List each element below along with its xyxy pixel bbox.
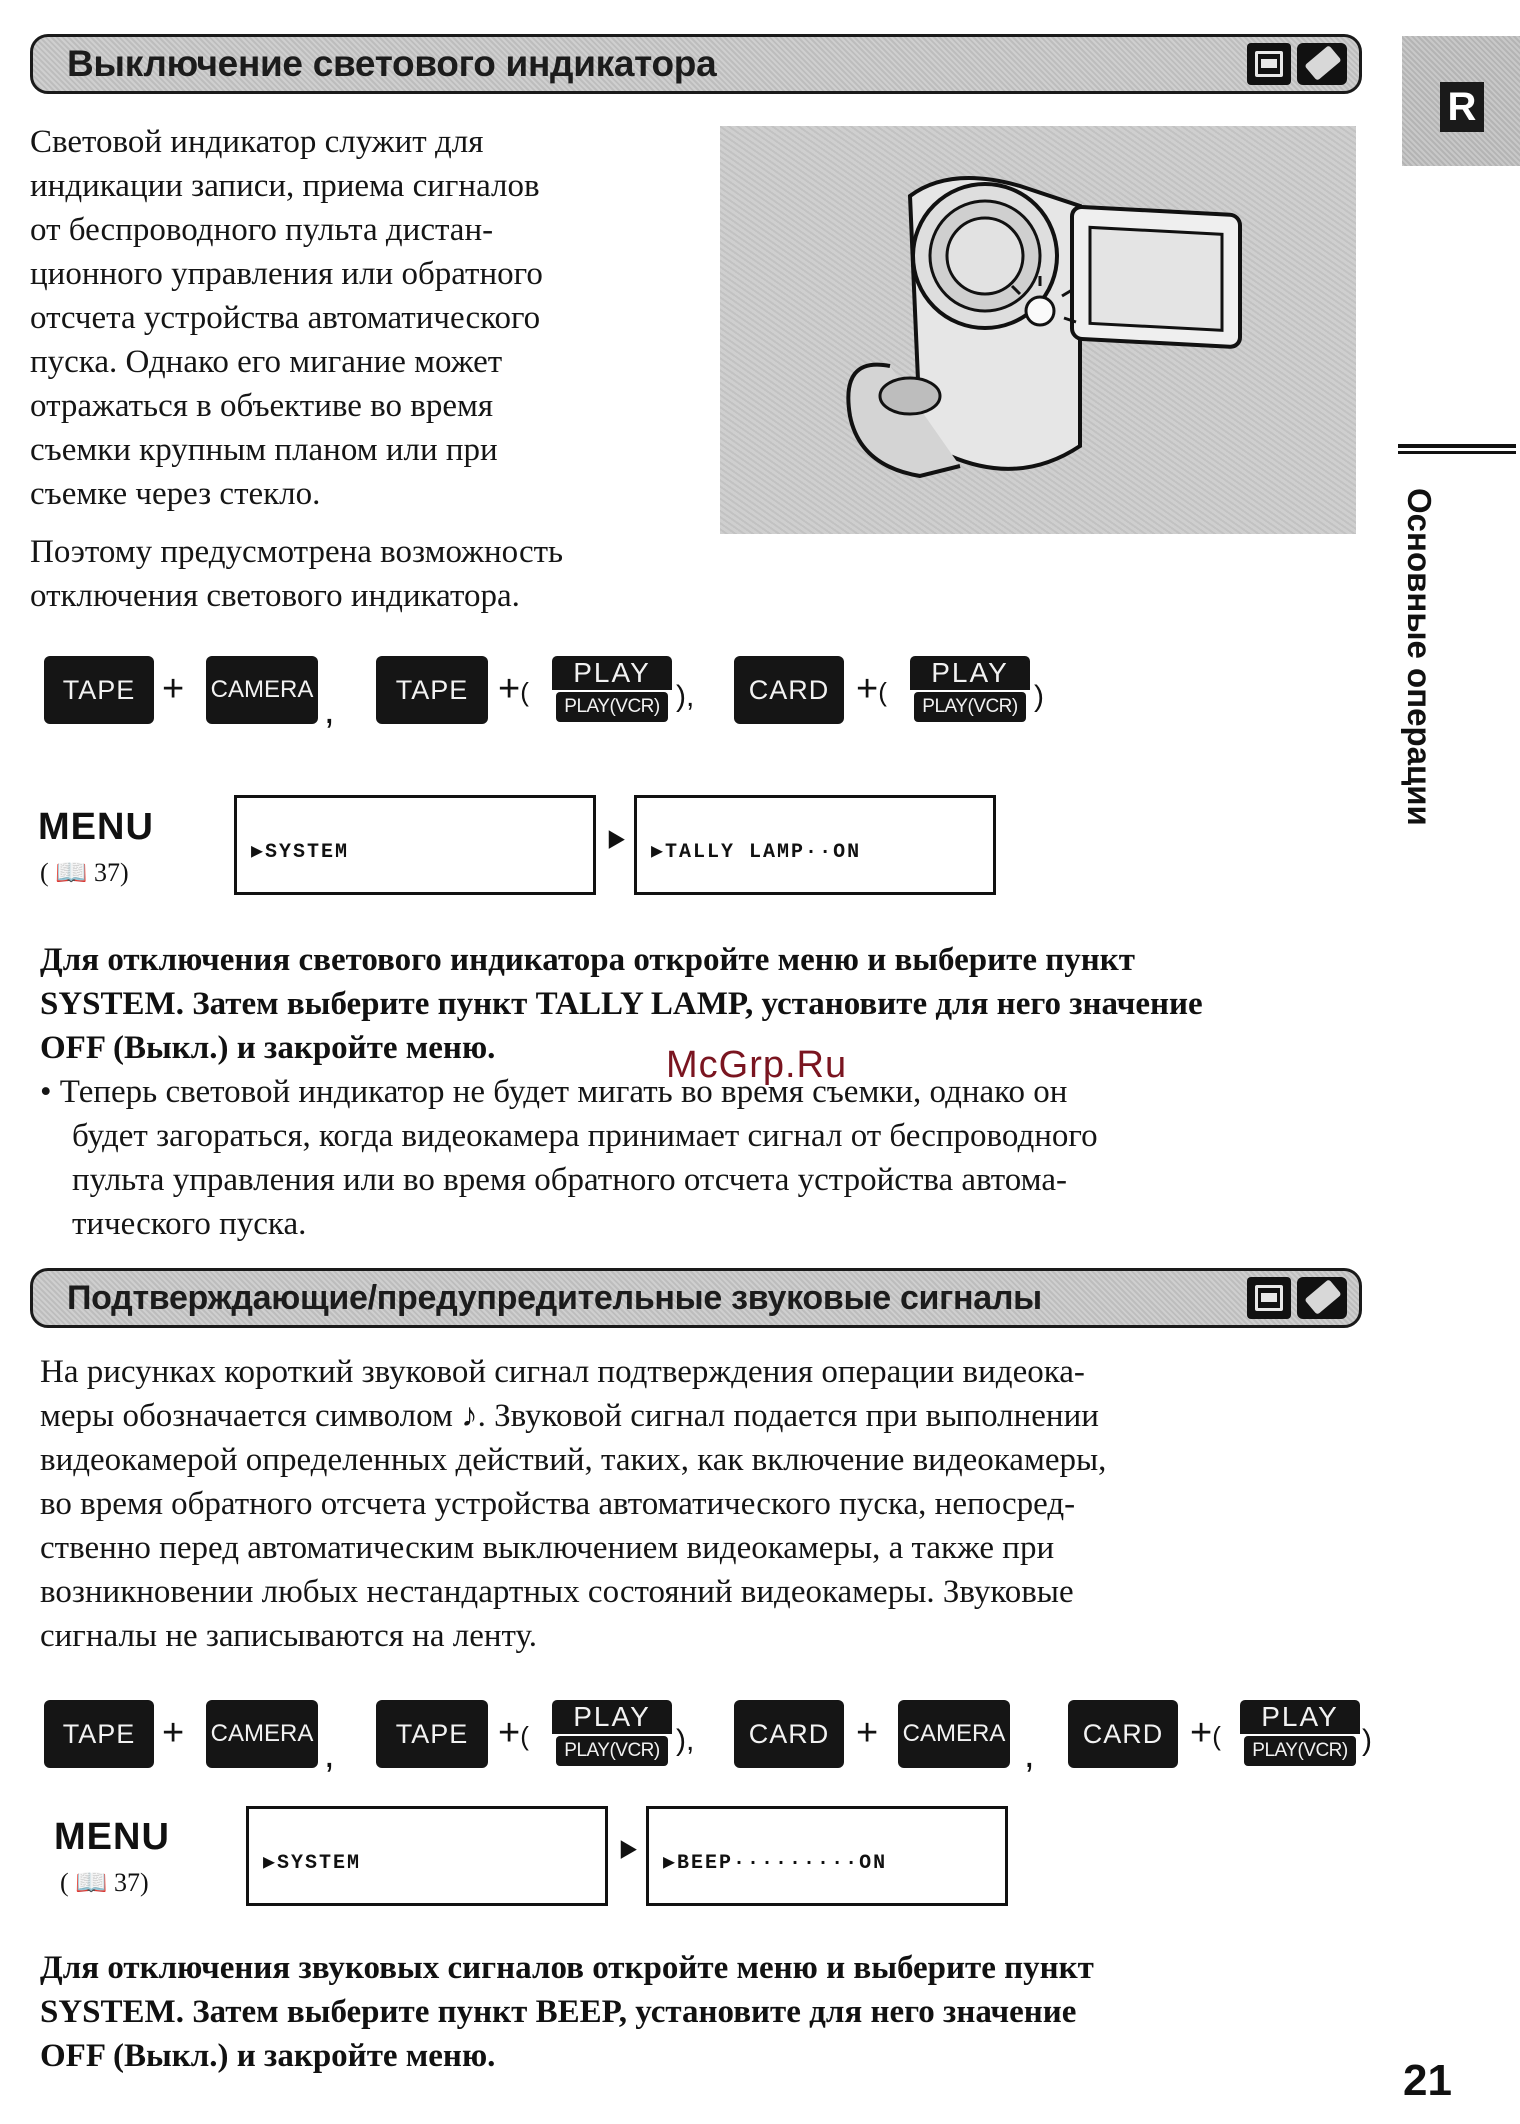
camera-mode-button-2: CAMERA — [898, 1700, 1010, 1768]
menu-screen-tally-lamp: ▶TALLY LAMP··ON — [634, 795, 996, 895]
beep-paragraph: На рисунках короткий звуковой сигнал подтверждения операции видеока- меры обозначается символом ♪. Звуковой сигнал подается при выполнении видеокамерой определенных действий, таких, как включение видеокамеры, во время обратного отсчета устройства автоматического пуска, непосред- ственно перед автоматическим выключением видеокамеры, а также при возникновении любых нестандартных состояний видеокамеры. Звуковые сигналы не записываются на ленту. — [40, 1354, 1107, 1654]
paren-close-2: ) — [1034, 680, 1044, 713]
comma: , — [324, 690, 335, 732]
plus-paren: +( — [498, 668, 529, 710]
menu-arrow-icon: ⯈ — [614, 1832, 642, 1872]
menu-label: MENU — [54, 1816, 170, 1858]
page-reference: ( 📖 37) — [40, 858, 129, 887]
tape-mode-button-2: TAPE — [376, 1700, 488, 1768]
side-divider — [1398, 444, 1516, 454]
card-mode-button: CARD — [734, 1700, 844, 1768]
menu-arrow-icon: ⯈ — [602, 822, 630, 862]
paren-close: ), — [676, 680, 695, 713]
camera-mode-button: CAMERA — [206, 1700, 318, 1768]
card-mode-icon — [1297, 1277, 1347, 1319]
section-title: Выключение светового индикатора — [67, 43, 717, 84]
menu-screen-system: ▶SYSTEM — [234, 795, 596, 895]
card-mode-icon — [1297, 43, 1347, 85]
paren-close: ), — [676, 1724, 695, 1757]
intro-paragraph-2: Поэтому предусмотрена возможность отключения светового индикатора. — [30, 534, 564, 614]
instruction-tally-lamp: Для отключения светового индикатора откройте меню и выберите пункт SYSTEM. Затем выберите пункт TALLY LAMP, установите для него значение OFF (Выкл.) и закройте меню. — [40, 942, 1203, 1066]
side-chapter-label: Основные операции — [1401, 488, 1438, 826]
tape-mode-button-2: TAPE — [376, 656, 488, 724]
intro-paragraph: Световой индикатор служит для индикации записи, приема сигналов от беспроводного пульта дистан- ционного управления или обратного отсчета устройства автоматического пуска. Однако его мигание может отражаться в объективе во время съемки крупным планом или при съемке через стекло. — [30, 124, 543, 512]
camera-mode-button: CAMERA — [206, 656, 318, 724]
play-vcr-mode-button: PLAY PLAY(VCR) — [552, 1700, 672, 1768]
camcorder-drawing — [720, 126, 1356, 534]
page-number: 21 — [1403, 2056, 1452, 2105]
section-header-tally-lamp — [30, 34, 1362, 94]
instruction-beep: Для отключения звуковых сигналов откройте меню и выберите пункт SYSTEM. Затем выберите пункт BEEP, установите для него значение OFF (Выкл.) и закройте меню. — [40, 1950, 1094, 2074]
plus-paren-2: +( — [856, 668, 887, 710]
plus-sign: + — [162, 1712, 185, 1754]
watermark: McGrp.Ru — [666, 1044, 848, 1086]
language-tab-letter: R — [1440, 82, 1484, 132]
plus-sign-3: + — [856, 1712, 879, 1754]
comma: , — [324, 1734, 335, 1776]
plus-paren-2: +( — [1190, 1712, 1221, 1754]
play-vcr-mode-button-2: PLAY PLAY(VCR) — [910, 656, 1030, 724]
comma-2: , — [1024, 1734, 1035, 1776]
note-bullet: • Теперь световой индикатор не будет мигать во время съемки, однако он будет загораться, когда видеокамера принимает сигнал от беспроводного пульта управления или во время обратного отсчета устройства автома- тического пуска. — [40, 1074, 1098, 1242]
play-vcr-mode-button: PLAY PLAY(VCR) — [552, 656, 672, 724]
card-mode-button-2: CARD — [1068, 1700, 1178, 1768]
section-header-beep — [30, 1268, 1362, 1328]
section-title: Подтверждающие/предупредительные звуковые сигналы — [67, 1279, 1042, 1317]
camcorder-illustration — [720, 126, 1356, 534]
play-vcr-mode-button-2: PLAY PLAY(VCR) — [1240, 1700, 1360, 1768]
paren-close-2: ) — [1362, 1724, 1372, 1757]
card-mode-button: CARD — [734, 656, 844, 724]
tape-mode-icon — [1247, 1277, 1291, 1319]
plus-sign: + — [162, 668, 185, 710]
menu-label: MENU — [38, 806, 154, 848]
menu-screen-beep: ▶BEEP·········ON — [646, 1806, 1008, 1906]
plus-paren: +( — [498, 1712, 529, 1754]
page-reference: ( 📖 37) — [60, 1868, 149, 1897]
menu-screen-system: ▶SYSTEM — [246, 1806, 608, 1906]
tape-mode-button: TAPE — [44, 656, 154, 724]
tape-mode-button: TAPE — [44, 1700, 154, 1768]
tape-mode-icon — [1247, 43, 1291, 85]
